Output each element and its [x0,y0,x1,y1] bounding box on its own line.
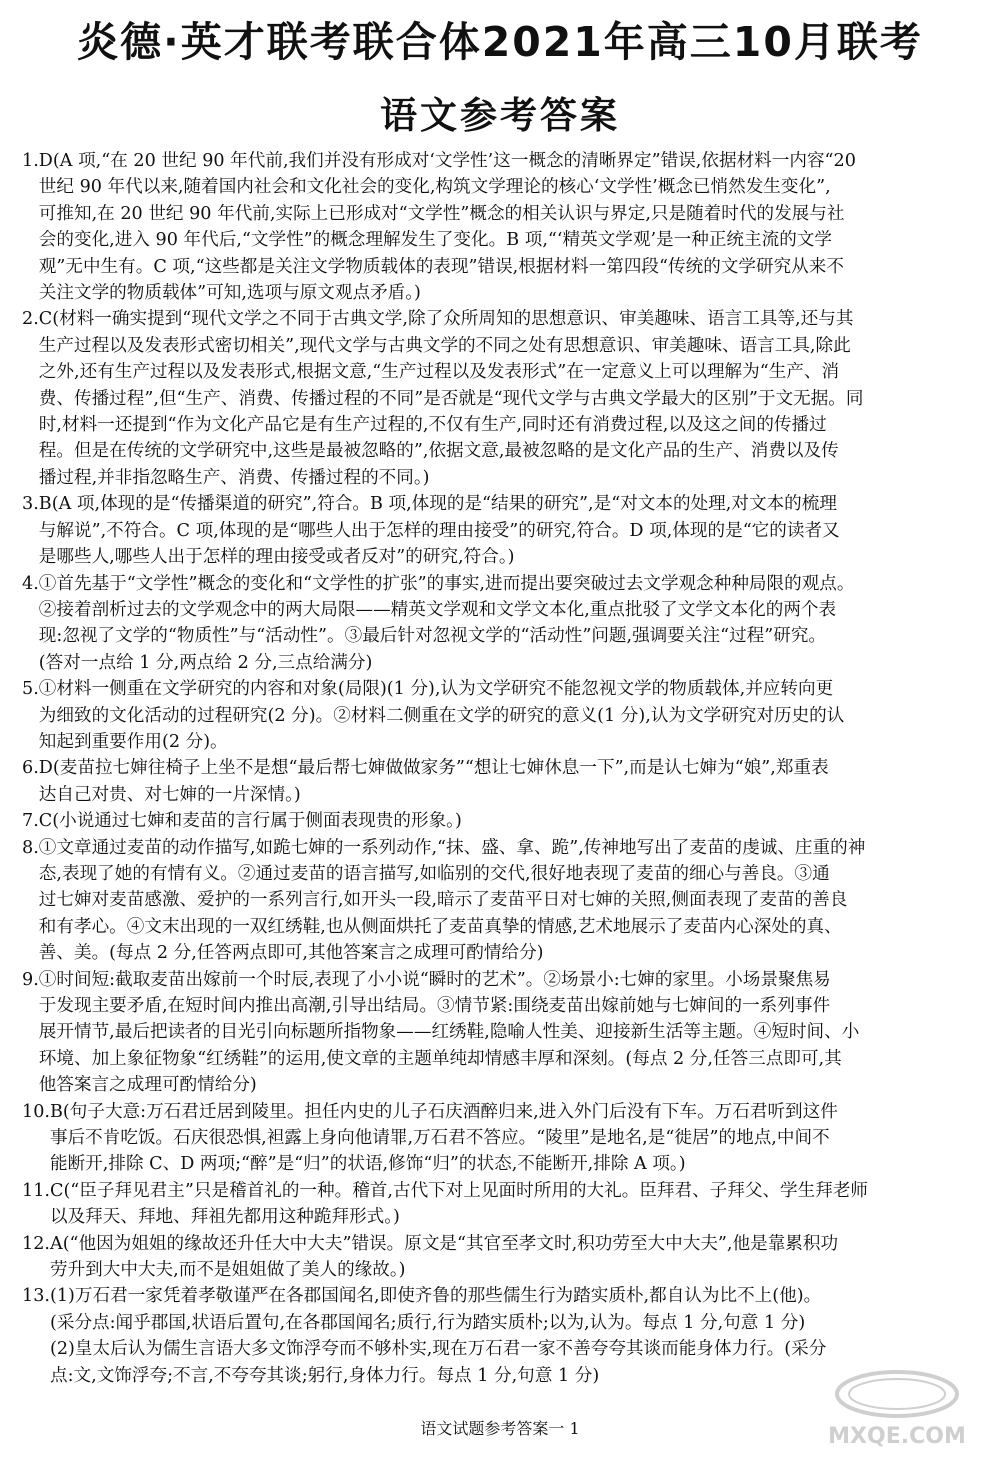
answer-line: 和有孝心。④文末出现的一双红绣鞋,也从侧面烘托了麦苗真挚的情感,艺术地展示了麦苗内心深处的真、 [38,916,842,937]
answer-item [22,1283,982,1389]
answer-text [50,1178,982,1231]
answer-item [22,808,982,834]
answer-line: 之外,还有生产过程以及发表形式,根据文意,“生产过程以及发表形式”在一定意义上可以理解为“生产、消 [38,362,840,383]
answer-line: (答对一点给 1 分,两点给 2 分,三点给满分) [38,652,373,673]
answer-text [39,755,982,808]
answer-text [50,1283,982,1389]
answer-item [22,1178,982,1231]
answer-line: ①时间短:截取麦苗出嫁前一个时辰,表现了小小说“瞬时的艺术”。②场景小:七婶的家里。小场景聚焦易 [38,969,831,990]
page-footer: 语文试题参考答案一 1 [420,1419,580,1438]
answer-line: C(材料一确实提到“现代文学之不同于古典文学,除了众所周知的思想意识、审美趣味、语言工具等,还与其 [38,309,854,330]
answer-number: 7. [22,811,39,832]
answer-line: (采分点:闻乎郡国,状语后置句,在各郡国闻名;质行,行为踏实质朴;以为,认为。每点 1 分,句意 1 分) [49,1312,806,1333]
answer-item [22,306,982,491]
answer-line: ①文章通过麦苗的动作描写,如跪七婶的一系列动作,“抹、盛、拿、跪”,传神地写出了麦苗的虔诚、庄重的神 [38,837,866,858]
answer-line: D(A 项,“在 20 世纪 90 年代前,我们并没有形成对‘文学性’这一概念的清晰界定”错误,依据材料一内容“20 [38,151,856,171]
answer-text [39,808,982,834]
answer-item [22,967,982,1099]
answer-item [22,676,982,755]
answer-text [39,676,982,755]
answer-line: 世纪 90 年代以来,随着国内社会和文化社会的变化,构筑文学理论的核心‘文学性’概念已悄然发生变化”, [38,177,831,198]
answer-line: 播过程,并非指忽略生产、消费、传播过程的不同。) [38,467,430,488]
answer-line: ①材料一侧重在文学研究的内容和对象(局限)(1 分),认为文学研究不能忽视文学的物质载体,并应转向更 [38,679,834,700]
answer-line: C(“臣子拜见君主”只是稽首礼的一种。稽首,古代下对上见面时所用的大礼。臣拜君、子拜父、学生拜老师 [49,1180,869,1201]
answer-number: 3. [22,494,39,515]
answer-number: 12. [22,1233,50,1254]
answer-number: 8. [22,837,39,858]
answer-number: 4. [22,573,39,594]
answer-line: 过七婶对麦苗感激、爱护的一系列言行,如开头一段,暗示了麦苗平日对七婶的关照,侧面表现了麦苗的善良 [38,890,848,911]
answer-line: 会的变化,进入 90 年代后,“文学性”的概念理解发生了变化。B 项,“‘精英文学观’是一种正统主流的文学 [38,230,832,251]
answer-text [50,1231,982,1284]
answer-line: (1)万石君一家凭着孝敬谨严在各郡国闻名,即使齐鲁的那些儒生行为踏实质朴,都自认为比不上(他)。 [49,1286,822,1307]
answer-line: 善、美。(每点 2 分,任答两点即可,其他答案言之成理可酌情给分) [38,943,544,964]
answer-line: 可推知,在 20 世纪 90 年代前,实际上已形成对“文学性”概念的相关认识与界定,只是随着时代的发展与社 [38,203,845,224]
answer-line: 知起到重要作用(2 分)。 [38,731,228,752]
answer-item [22,1231,982,1284]
answer-line: 展开情节,最后把读者的目光引向标题所指物象——红绣鞋,隐喻人性美、迎接新生活等主题。④短时间、小 [38,1022,860,1043]
answer-line: B(句子大意:万石君迁居到陵里。担任内史的儿子石庆酒醉归来,进入外门后没有下车。万石君听到这件 [49,1101,838,1122]
answer-line: A(“他因为姐姐的缘故还升任大中大夫”错误。原文是“其官至孝文时,积功劳至大中大夫”,他是靠累积功 [49,1233,839,1254]
answer-line: ②接着剖析过去的文学观念中的两大局限——精英文学观和文学文本化,重点批驳了文学文本化的两个表 [38,599,837,620]
answer-number: 9. [22,969,39,990]
answer-number: 11. [22,1180,50,1201]
answer-number: 10. [22,1101,50,1122]
answer-line: 生产过程以及发表形式密切相关”,现代文学与古典文学的不同之处有思想意识、审美趣味、语言工具,除此 [38,335,851,356]
answer-line: 现:忽视了文学的“物质性”与“活动性”。③最后针对忽视文学的“活动性”问题,强调要关注“过程”研究。 [38,626,827,647]
answer-line: 与解说”,不符合。C 项,体现的是“哪些人出于怎样的理由接受”的研究,符合。D 项,体现的是“它的读者又 [38,520,840,541]
answer-number: 5. [22,679,39,700]
answer-line: 达自己对贵、对七婶的一片深情。) [38,784,301,805]
answer-text [39,835,982,967]
answer-list [22,148,982,1389]
answer-text [39,148,982,306]
answer-line: 点:文,文饰浮夸;不言,不夸夸其谈;躬行,身体力行。每点 1 分,句意 1 分) [49,1365,600,1386]
answer-line: 关注文学的物质载体”可知,选项与原文观点矛盾。) [38,283,421,304]
answer-text [39,967,982,1099]
answer-line: 他答案言之成理可酌情给分) [38,1075,257,1096]
answer-line: 费、传播过程”,但“生产、消费、传播过程的不同”是否就是“现代文学与古典文学最大的区别”于文无据。同 [38,388,864,409]
answer-line: 事后不肯吃饭。石庆很恐惧,袒露上身向他请罪,万石君不答应。“陵里”是地名,是“徙居”的地点,中间不 [49,1128,830,1149]
answer-line: D(麦苗拉七婶往椅子上坐不是想“最后帮七婶做做家务”“想让七婶休息一下”,而是认七婶为“娘”,郑重表 [38,758,829,779]
answer-number: 13. [22,1286,50,1307]
answer-line: ①首先基于“文学性”概念的变化和“文学性的扩张”的事实,进而提出要突破过去文学观念种种局限的观点。 [38,573,855,594]
answer-line: 以及拜天、拜地、拜祖先都用这种跪拜形式。) [49,1207,400,1228]
answer-item [22,1099,982,1178]
answer-item [22,571,982,677]
answer-text [39,571,982,677]
answer-line: 时,材料一还提到“作为文化产品它是有生产过程的,不仅有生产,同时还有消费过程,以及这之间的传播过 [38,415,827,436]
answer-line: C(小说通过七婶和麦苗的言行属于侧面表现贵的形象。) [38,811,462,832]
answer-text [50,1099,982,1178]
answer-line: (2)皇太后认为儒生言语大多文饰浮夸而不够朴实,现在万石君一家不善夸夸其谈而能身体力行。(采分 [49,1339,827,1360]
answer-line: 态,表现了她的有情有义。②通过麦苗的语言描写,如临别的交代,很好地表现了麦苗的细心与善良。③通 [38,863,830,884]
answer-text [39,491,982,570]
answer-line: 程。但是在传统的文学研究中,这些是最被忽略的”,依据文意,最被忽略的是文化产品的生产、消费以及传 [38,441,839,462]
answer-number: 6. [22,758,39,779]
answer-line: 是哪些人,哪些人出于怎样的理由接受或者反对”的研究,符合。) [38,547,515,568]
answer-text [39,306,982,491]
exam-title: 炎德·英才联考联合体2021年高三10月联考 [77,18,923,66]
answer-line: 观”无中生有。C 项,“这些都是关注文学物质载体的表现”错误,根据材料一第四段“传统的文学研究从来不 [38,256,844,277]
answer-line: 能断开,排除 C、D 两项;“醉”是“归”的状语,修饰“归”的状态,不能断开,排除 A 项。) [49,1154,686,1175]
answer-item [22,835,982,967]
answer-item [22,755,982,808]
answer-line: B(A 项,体现的是“传播渠道的研究”,符合。B 项,体现的是“结果的研究”,是“对文本的处理,对文本的梳理 [38,494,837,515]
answer-line: 为细致的文化活动的过程研究(2 分)。②材料二侧重在文学的研究的意义(1 分),认为文学研究对历史的认 [38,705,845,726]
answer-line: 劳升到大中大夫,而不是姐姐做了美人的缘故。) [49,1260,406,1281]
answer-number: 2. [22,309,39,330]
watermark-text: MXQE.COM [828,1424,966,1449]
answer-item [22,491,982,570]
answer-item [22,148,982,306]
answer-key-subtitle: 语文参考答案 [380,94,620,137]
answer-line: 环境、加上象征物象“红绣鞋”的运用,使文章的主题单纯却情感丰厚和深刻。(每点 2 分,任答三点即可,其 [38,1048,842,1069]
answer-line: 于发现主要矛盾,在短时间内推出高潮,引导出结局。③情节紧:围绕麦苗出嫁前她与七婶间的一系列事件 [38,996,831,1016]
answer-number: 1. [22,151,39,171]
